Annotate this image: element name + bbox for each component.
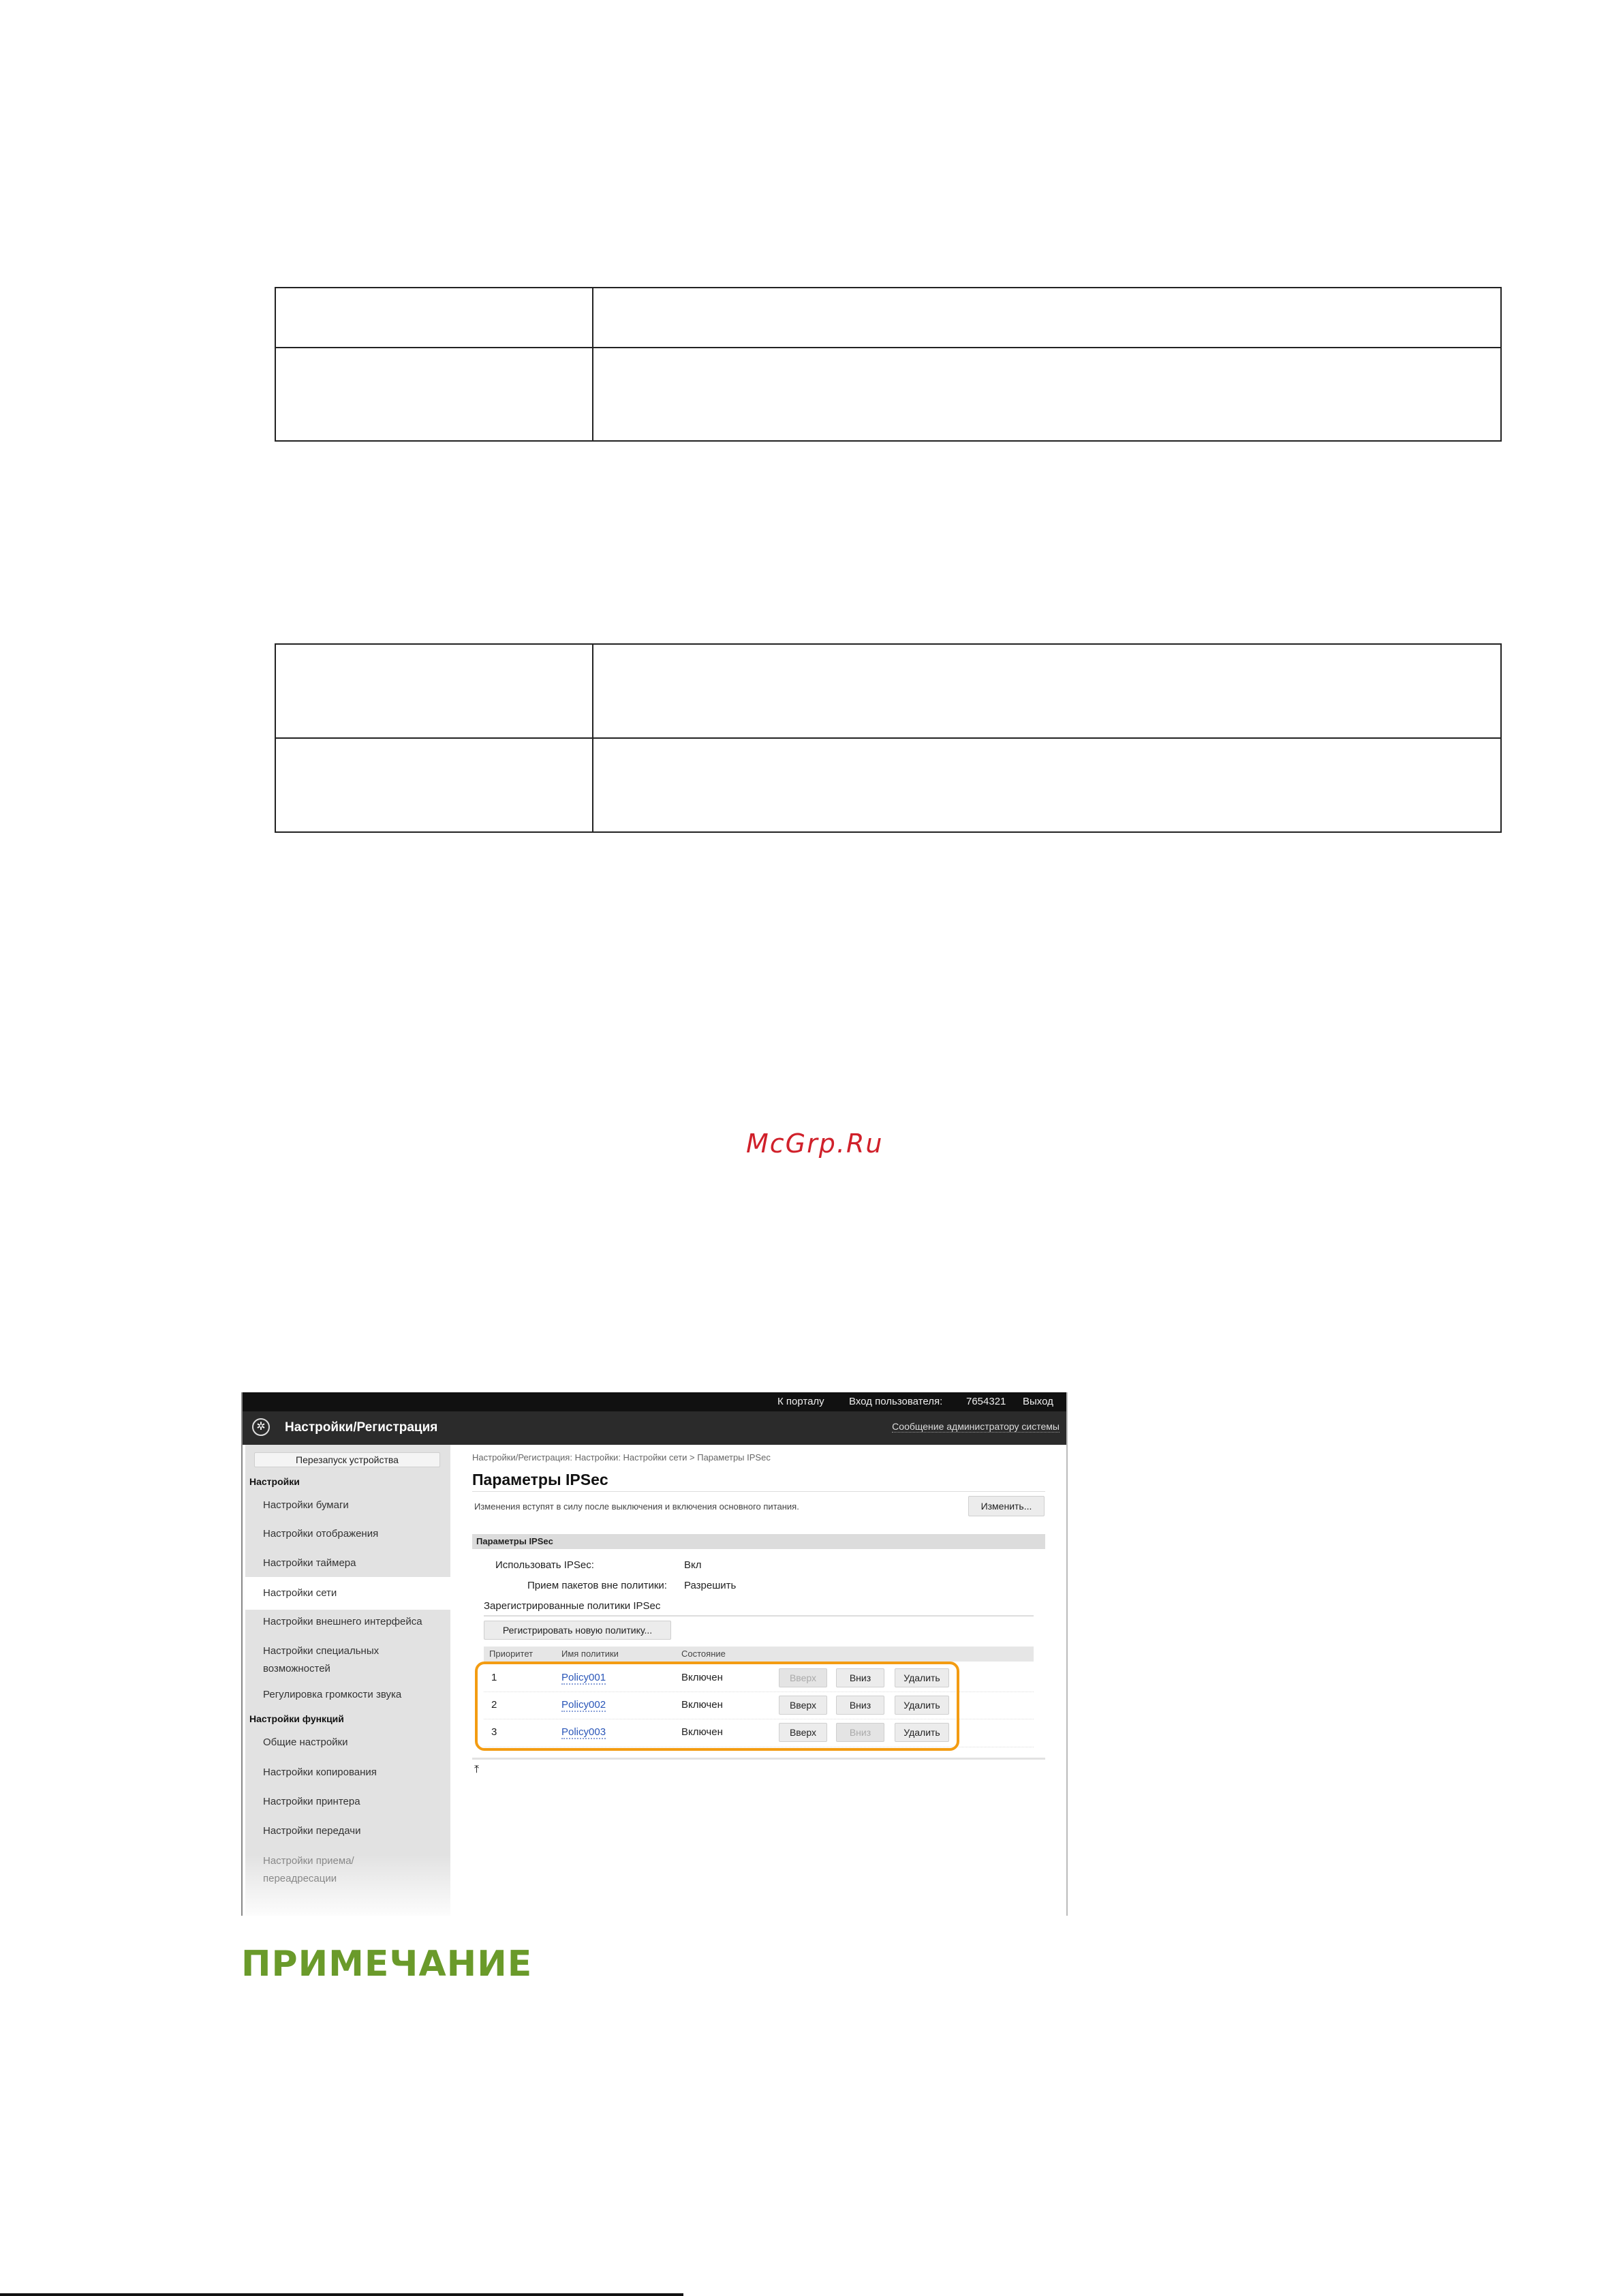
- use-ipsec-value: Вкл: [684, 1559, 702, 1571]
- change-button[interactable]: Изменить...: [968, 1496, 1045, 1516]
- admin-message-link[interactable]: Сообщение администратору системы: [892, 1421, 1060, 1432]
- app-title: Настройки/Регистрация: [285, 1420, 438, 1435]
- policy-name-link[interactable]: Policy001: [561, 1672, 606, 1683]
- watermark: McGrp.Ru: [746, 1129, 884, 1159]
- register-new-policy-button[interactable]: Регистрировать новую политику...: [484, 1621, 671, 1640]
- column-policy-name: Имя политики: [561, 1649, 619, 1659]
- highlight-box: [475, 1662, 959, 1751]
- table-cell: [275, 738, 593, 832]
- table-cell: [275, 644, 593, 738]
- move-up-button[interactable]: Вверх: [779, 1723, 827, 1742]
- move-up-button[interactable]: Вверх: [779, 1696, 827, 1715]
- logout-link[interactable]: Выход: [1023, 1396, 1053, 1407]
- heading-divider: [484, 1615, 1034, 1617]
- column-status: Состояние: [681, 1649, 726, 1659]
- use-ipsec-label: Использовать IPSec:: [495, 1559, 594, 1571]
- table-cell: [593, 288, 1501, 348]
- move-down-button[interactable]: Вниз: [836, 1668, 884, 1687]
- priority: 2: [491, 1699, 497, 1711]
- sidebar-item-send[interactable]: Настройки передачи: [263, 1825, 361, 1837]
- settings-logo-icon: ✲: [252, 1418, 270, 1436]
- portal-link[interactable]: К порталу: [777, 1396, 824, 1407]
- registered-policies-heading: Зарегистрированные политики IPSec: [484, 1600, 661, 1612]
- table-cell: [593, 738, 1501, 832]
- top-bar: [243, 1392, 1066, 1411]
- settings-table-1: [275, 287, 1502, 442]
- delete-button[interactable]: Удалить: [895, 1668, 949, 1687]
- sidebar-item-timer[interactable]: Настройки таймера: [263, 1557, 356, 1569]
- table-cell: [593, 644, 1501, 738]
- move-down-button[interactable]: Вниз: [836, 1723, 884, 1742]
- restart-device-button[interactable]: Перезапуск устройства: [254, 1452, 440, 1467]
- title-bar: [243, 1411, 1066, 1445]
- section-header: Параметры IPSec: [476, 1536, 553, 1546]
- status: Включен: [681, 1726, 723, 1738]
- delete-button[interactable]: Удалить: [895, 1723, 949, 1742]
- breadcrumb: Настройки/Регистрация: Настройки: Настройки сети > Параметры IPSec: [472, 1452, 771, 1463]
- sidebar-item-display[interactable]: Настройки отображения: [263, 1528, 379, 1540]
- table-cell: [275, 348, 593, 441]
- sidebar-item-paper[interactable]: Настройки бумаги: [263, 1499, 349, 1511]
- sidebar-item-external-interface[interactable]: Настройки внешнего интерфейса: [263, 1616, 422, 1627]
- back-to-top-icon[interactable]: ⤒: [474, 1764, 480, 1775]
- status: Включен: [681, 1699, 723, 1711]
- priority: 1: [491, 1672, 497, 1683]
- policy-name-link[interactable]: Policy002: [561, 1699, 606, 1711]
- policy-table-header: [484, 1647, 1034, 1662]
- accept-packets-value: Разрешить: [684, 1580, 737, 1591]
- column-priority: Приоритет: [489, 1649, 534, 1659]
- sidebar: [245, 1445, 450, 1916]
- page-title: Параметры IPSec: [472, 1471, 608, 1488]
- sidebar-section-settings: Настройки: [249, 1476, 300, 1487]
- sidebar-item-copy[interactable]: Настройки копирования: [263, 1766, 377, 1778]
- sidebar-item-common[interactable]: Общие настройки: [263, 1736, 348, 1748]
- notice-text: Изменения вступят в силу после выключения и включения основного питания.: [474, 1501, 799, 1512]
- accept-packets-label: Прием пакетов вне политики:: [527, 1580, 667, 1591]
- sidebar-item-accessibility[interactable]: Настройки специальных возможностей: [263, 1645, 380, 1674]
- delete-button[interactable]: Удалить: [895, 1696, 949, 1715]
- sidebar-item-receive-forward[interactable]: Настройки приема/переадресации: [263, 1855, 354, 1884]
- user-id: 7654321: [966, 1396, 1006, 1407]
- bottom-divider: [472, 1758, 1045, 1760]
- sidebar-section-functions: Настройки функций: [249, 1713, 344, 1724]
- section-header-bar: [472, 1534, 1045, 1549]
- footer-line: [0, 2293, 683, 2296]
- table-cell: [593, 348, 1501, 441]
- title-divider: [472, 1491, 1045, 1492]
- sidebar-item-printer[interactable]: Настройки принтера: [263, 1796, 360, 1807]
- login-label: Вход пользователя:: [849, 1396, 943, 1407]
- move-down-button[interactable]: Вниз: [836, 1696, 884, 1715]
- table-cell: [275, 288, 593, 348]
- sidebar-item-network[interactable]: Настройки сети: [245, 1577, 450, 1610]
- sidebar-item-volume[interactable]: Регулировка громкости звука: [263, 1689, 402, 1700]
- policy-name-link[interactable]: Policy003: [561, 1726, 606, 1738]
- move-up-button[interactable]: Вверх: [779, 1668, 827, 1687]
- priority: 3: [491, 1726, 497, 1738]
- ipsec-settings-screenshot: [241, 1392, 1068, 1916]
- settings-table-2: [275, 643, 1502, 833]
- status: Включен: [681, 1672, 723, 1683]
- note-heading: ПРИМЕЧАНИЕ: [241, 1944, 533, 1985]
